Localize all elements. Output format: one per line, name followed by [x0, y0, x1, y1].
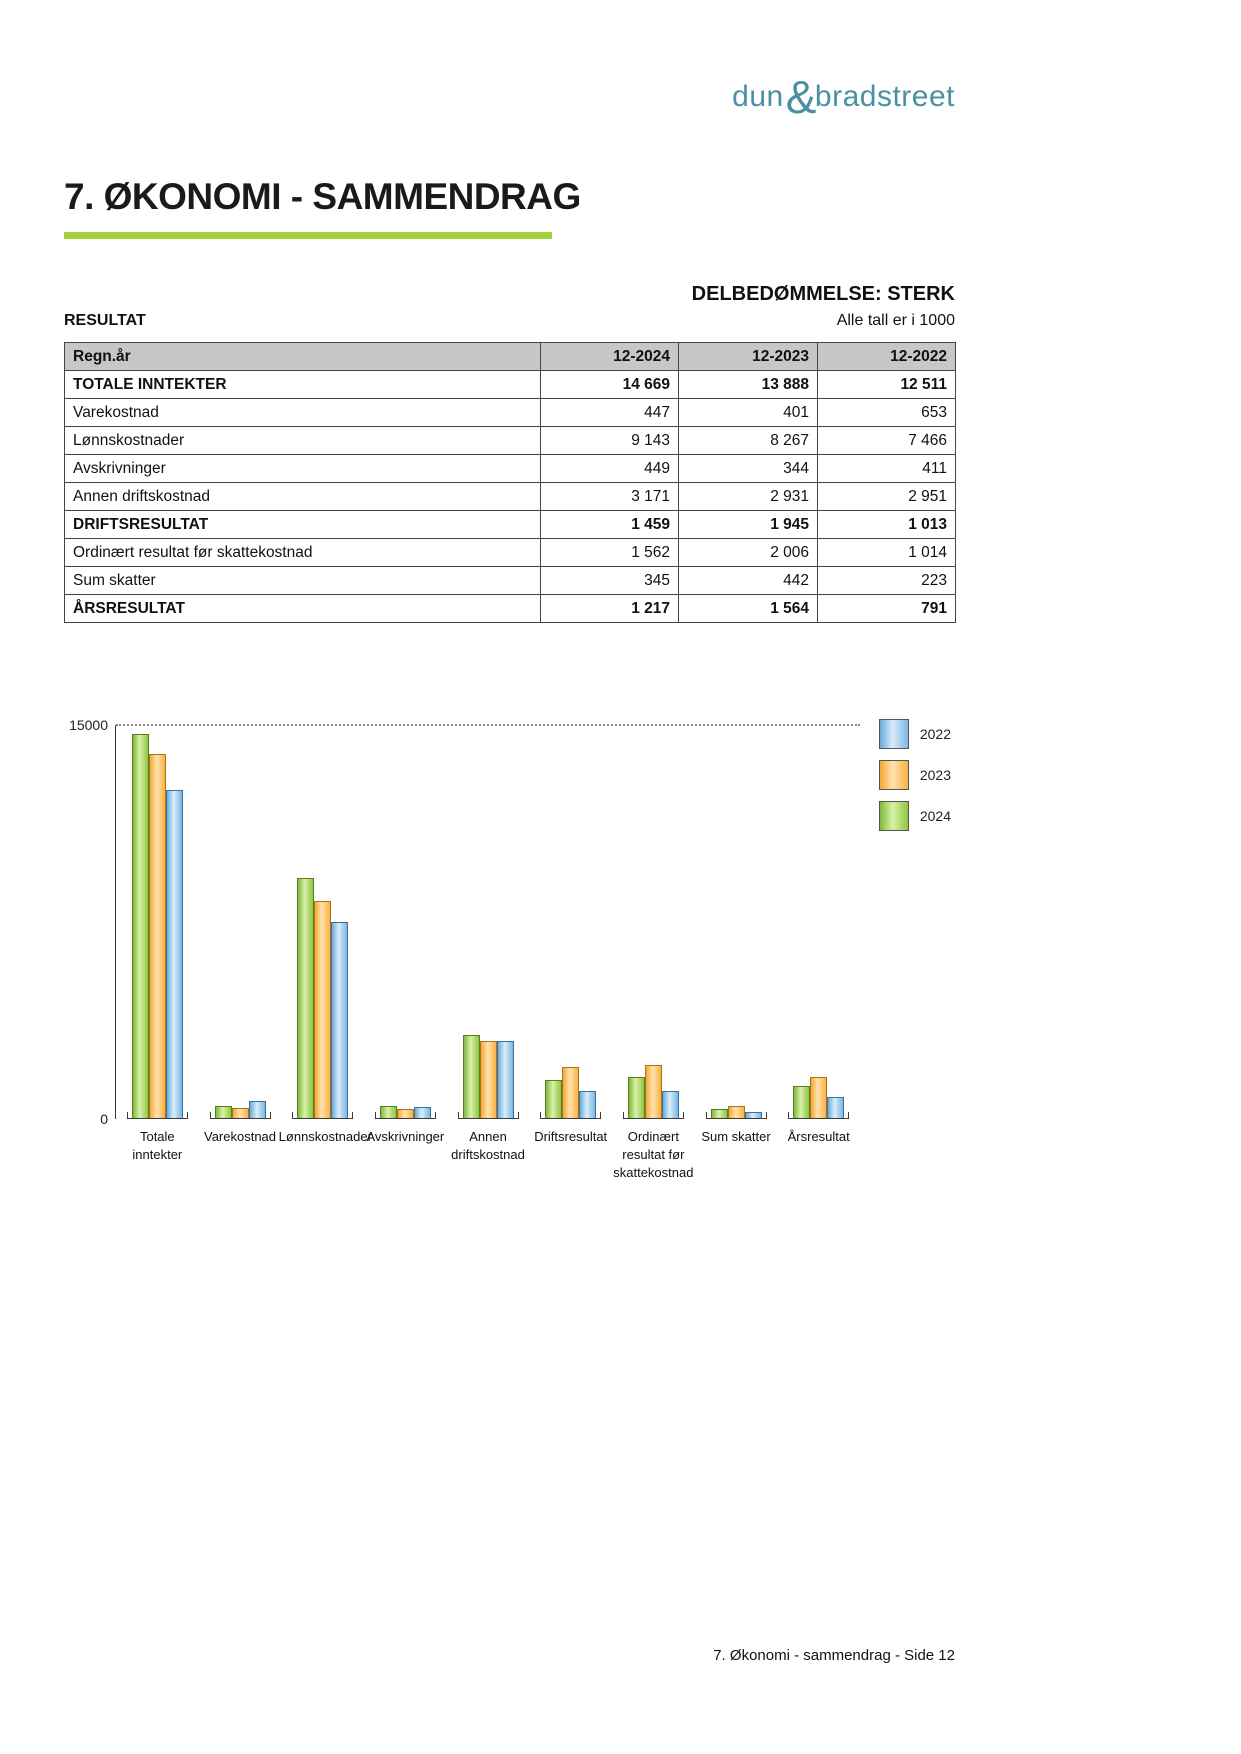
bar-2022-7 — [745, 1112, 762, 1118]
category-label: Annen driftskostnad — [451, 1129, 525, 1163]
bar-group — [116, 725, 199, 1163]
table-row — [65, 455, 956, 483]
bar-2023-2 — [314, 901, 331, 1118]
legend-label: 2023 — [919, 767, 951, 783]
bar-group — [447, 725, 530, 1163]
bar-group-baseline — [540, 725, 601, 1119]
y-axis-tick-max: 15000 — [69, 717, 108, 733]
row-label: Ordinært resultat før skattekostnad — [65, 539, 541, 567]
category-label: Driftsresultat — [534, 1129, 608, 1144]
bar-group-baseline — [375, 725, 436, 1119]
row-label: Varekostnad — [65, 399, 541, 427]
category-label: Årsresultat — [787, 1129, 850, 1144]
bar-2024-7 — [711, 1109, 728, 1118]
bar-2024-8 — [793, 1086, 810, 1118]
table-row — [65, 567, 956, 595]
legend-item-2023 — [879, 760, 951, 790]
row-value: 653 — [818, 399, 956, 427]
row-value: 9 143 — [541, 427, 679, 455]
legend-swatch-green — [879, 801, 909, 831]
table-meta-row — [64, 312, 955, 330]
section-label: RESULTAT — [64, 312, 146, 329]
bar-group-baseline — [292, 725, 353, 1119]
bar-2023-3 — [397, 1109, 414, 1118]
legend-swatch-blue — [879, 719, 909, 749]
row-value: 13 888 — [679, 371, 818, 399]
bar-2023-1 — [232, 1108, 249, 1119]
bar-chart — [64, 715, 955, 1195]
title-accent-bar — [64, 232, 552, 239]
bar-2024-2 — [297, 878, 314, 1118]
bar-2023-0 — [149, 754, 166, 1118]
bar-2024-4 — [463, 1035, 480, 1118]
row-value: 3 171 — [541, 483, 679, 511]
row-value: 7 466 — [818, 427, 956, 455]
legend-label: 2024 — [919, 808, 951, 824]
category-label: Lønnskostnader — [278, 1129, 372, 1144]
bar-2022-3 — [414, 1107, 431, 1118]
logo-word-bradstreet: bradstreet — [814, 80, 955, 113]
row-value: 449 — [541, 455, 679, 483]
table-row — [65, 595, 956, 623]
bar-group-baseline — [706, 725, 767, 1119]
bar-2024-6 — [628, 1077, 645, 1118]
page-content — [64, 0, 955, 1754]
chart-plot-area — [115, 725, 860, 1181]
row-value: 344 — [679, 455, 818, 483]
bar-2022-0 — [166, 790, 183, 1118]
logo-word-dun: dun — [732, 80, 784, 113]
bar-2022-8 — [827, 1097, 844, 1118]
bar-2023-4 — [480, 1041, 497, 1118]
row-value: 14 669 — [541, 371, 679, 399]
table-row — [65, 371, 956, 399]
row-label: Sum skatter — [65, 567, 541, 595]
row-value: 8 267 — [679, 427, 818, 455]
row-value: 791 — [818, 595, 956, 623]
dun-bradstreet-logo — [64, 70, 955, 124]
page-footer: 7. Økonomi - sammendrag - Side 12 — [713, 1647, 955, 1664]
bar-group — [529, 725, 612, 1144]
row-label: ÅRSRESULTAT — [65, 595, 541, 623]
category-label: Totale inntekter — [132, 1129, 183, 1163]
legend-item-2024 — [879, 801, 951, 831]
row-label: Lønnskostnader — [65, 427, 541, 455]
bar-group — [278, 725, 372, 1144]
bar-2022-1 — [249, 1101, 266, 1118]
table-row — [65, 399, 956, 427]
category-label: Sum skatter — [701, 1129, 771, 1144]
bar-group — [199, 725, 282, 1144]
bar-2023-5 — [562, 1067, 579, 1118]
row-value: 1 562 — [541, 539, 679, 567]
legend-swatch-orange — [879, 760, 909, 790]
table-row — [65, 511, 956, 539]
bar-2024-3 — [380, 1106, 397, 1118]
table-row — [65, 539, 956, 567]
row-label: Avskrivninger — [65, 455, 541, 483]
financial-results-table — [64, 342, 956, 623]
row-value: 12 511 — [818, 371, 956, 399]
chart-groups — [116, 725, 860, 1181]
units-note: Alle tall er i 1000 — [836, 312, 955, 329]
row-value: 1 014 — [818, 539, 956, 567]
row-label: Annen driftskostnad — [65, 483, 541, 511]
y-axis-tick-min: 0 — [100, 1111, 108, 1127]
bar-group — [612, 725, 695, 1181]
row-label: TOTALE INNTEKTER — [65, 371, 541, 399]
category-label: Varekostnad — [203, 1129, 277, 1144]
row-value: 345 — [541, 567, 679, 595]
category-label: Ordinært resultat før skattekostnad — [613, 1129, 694, 1181]
assessment-label: DELBEDØMMELSE: STERK — [691, 283, 955, 305]
row-value: 1 459 — [541, 511, 679, 539]
bar-group — [364, 725, 447, 1144]
row-value: 401 — [679, 399, 818, 427]
legend-item-2022 — [879, 719, 951, 749]
row-value: 442 — [679, 567, 818, 595]
bar-2023-8 — [810, 1077, 827, 1118]
bar-2022-4 — [497, 1041, 514, 1118]
category-label: Avskrivninger — [366, 1129, 445, 1144]
row-value: 1 564 — [679, 595, 818, 623]
row-value: 447 — [541, 399, 679, 427]
row-value: 1 945 — [679, 511, 818, 539]
row-value: 1 013 — [818, 511, 956, 539]
bar-2022-6 — [662, 1091, 679, 1118]
logo-ampersand-icon: & — [785, 71, 817, 123]
bar-2023-6 — [645, 1065, 662, 1118]
bar-group-baseline — [458, 725, 519, 1119]
column-header-12-2023: 12-2023 — [679, 343, 818, 371]
bar-group-baseline — [210, 725, 271, 1119]
bar-2023-7 — [728, 1106, 745, 1118]
chart-legend — [879, 719, 951, 842]
bar-group — [777, 725, 860, 1144]
column-header-12-2024: 12-2024 — [541, 343, 679, 371]
table-row — [65, 427, 956, 455]
column-header-12-2022: 12-2022 — [818, 343, 956, 371]
bar-group — [695, 725, 778, 1144]
row-label: DRIFTSRESULTAT — [65, 511, 541, 539]
table-row — [65, 483, 956, 511]
row-value: 2 931 — [679, 483, 818, 511]
row-value: 411 — [818, 455, 956, 483]
table-header-row — [65, 343, 956, 371]
row-value: 2 951 — [818, 483, 956, 511]
bar-group-baseline — [127, 725, 188, 1119]
bar-2024-1 — [215, 1106, 232, 1118]
legend-label: 2022 — [919, 726, 951, 742]
row-value: 1 217 — [541, 595, 679, 623]
bar-2022-2 — [331, 922, 348, 1118]
bar-2022-5 — [579, 1091, 596, 1118]
page-title: 7. ØKONOMI - SAMMENDRAG — [64, 176, 581, 217]
bar-2024-0 — [132, 734, 149, 1118]
bar-group-baseline — [623, 725, 684, 1119]
bar-2024-5 — [545, 1080, 562, 1118]
bar-group-baseline — [788, 725, 849, 1119]
row-value: 2 006 — [679, 539, 818, 567]
column-header-regnar: Regn.år — [65, 343, 541, 371]
row-value: 223 — [818, 567, 956, 595]
